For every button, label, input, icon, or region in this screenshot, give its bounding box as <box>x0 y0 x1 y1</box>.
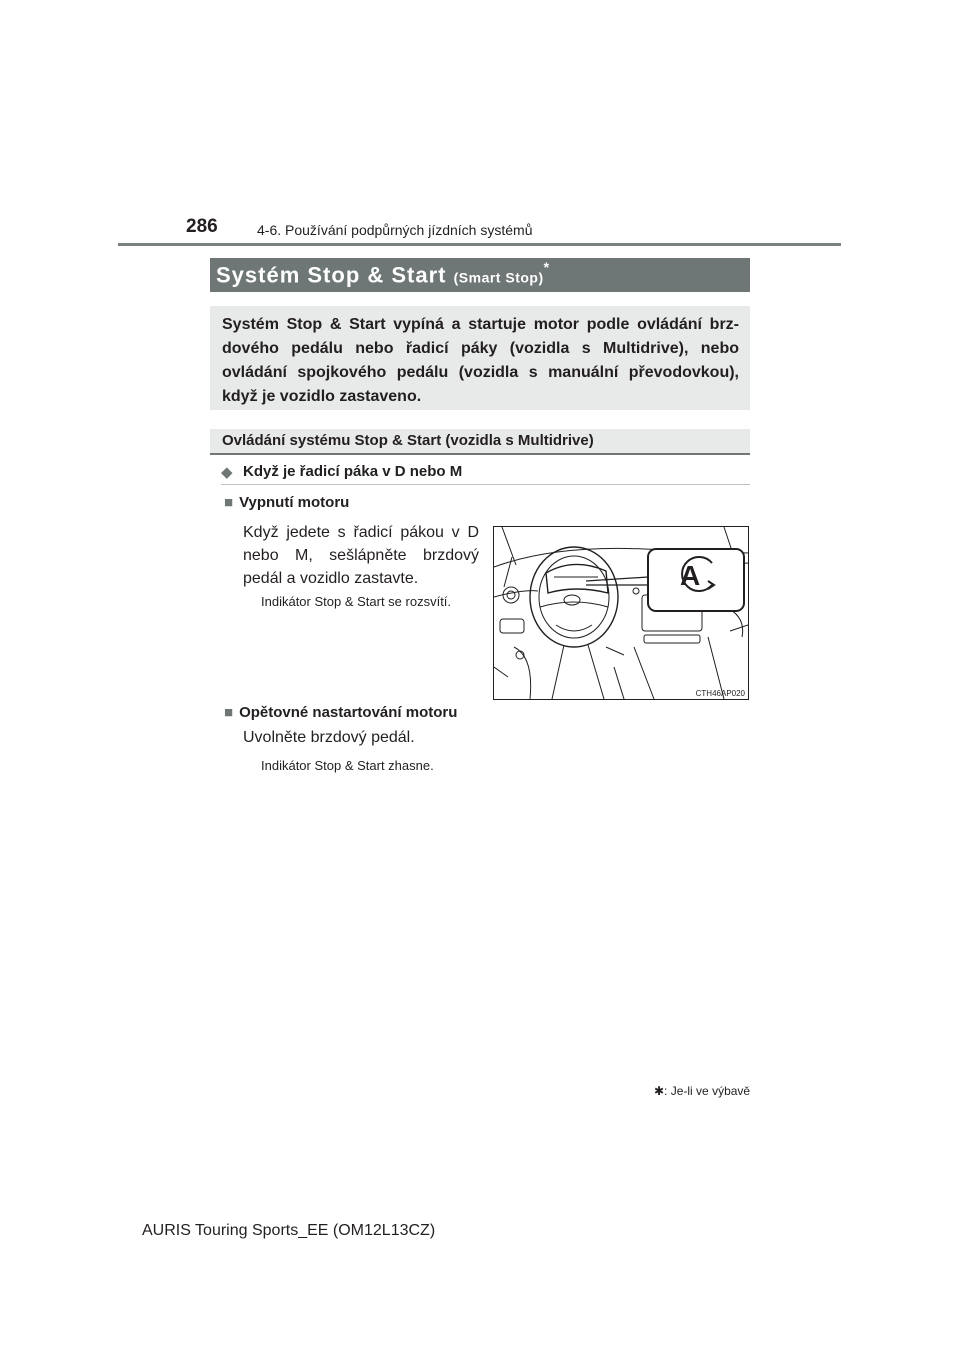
diamond-bullet-icon: ◆ <box>221 464 233 481</box>
square-bullet-icon: ■ <box>224 704 234 721</box>
title-main: Systém Stop & Start <box>216 262 447 288</box>
title-band <box>210 258 750 292</box>
square-bullet-icon: ■ <box>224 494 234 511</box>
header-divider <box>118 243 841 246</box>
condition-row <box>221 460 750 485</box>
figure-code: CTH46AP020 <box>695 689 745 698</box>
step-heading: ■ Vypnutí motoru <box>224 494 350 511</box>
step-heading: ■ Opětovné nastartování motoru <box>224 704 458 721</box>
subsection-title: Ovládání systému Stop & Start (vozidla s Multidrive) <box>222 432 594 449</box>
footnote: ✱: Je-li ve výbavě <box>654 1084 751 1098</box>
intro-text: Systém Stop & Start vypíná a startuje motor podle ovládání brz-dového pedálu nebo řadicí páky (vozidla s Multidrive), nebo ovládání spojkového pedálu (vozidla s manuální převodovkou), když je vozidlo zastaveno. <box>222 316 739 405</box>
page-number: 286 <box>186 216 218 237</box>
intro-box <box>210 306 750 410</box>
title-sub: (Smart Stop) <box>453 269 544 286</box>
dashboard-illustration <box>493 526 749 700</box>
condition-text: Když je řadicí páka v D nebo M <box>243 463 463 480</box>
page-title <box>216 261 550 288</box>
callout-label: A <box>680 560 701 591</box>
step-body: Když jedete s řadicí pákou v D nebo M, sešlápněte brzdový pedál a vozidlo zastavte. <box>243 524 479 587</box>
step-note: Indikátor Stop & Start se rozsvítí. <box>261 594 452 609</box>
section-title: 4-6. Používání podpůrných jízdních systémů <box>257 222 533 238</box>
step-note: Indikátor Stop & Start zhasne. <box>261 758 434 773</box>
footer-model: AURIS Touring Sports_EE (OM12L13CZ) <box>142 1222 436 1239</box>
step-body: Uvolněte brzdový pedál. <box>243 729 415 746</box>
subsection-band <box>210 429 750 455</box>
availability-star: * <box>543 259 551 275</box>
